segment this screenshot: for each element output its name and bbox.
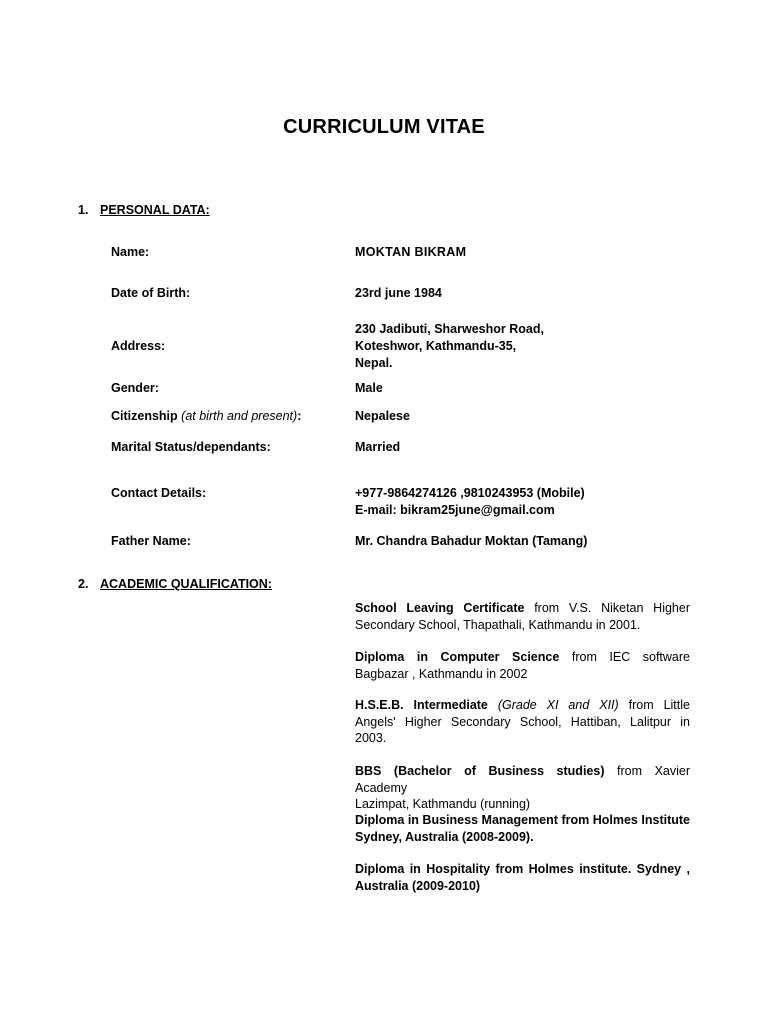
father-label: Father Name: xyxy=(111,534,191,548)
qualification-slc xyxy=(355,600,690,633)
qualification-detail: from V.S. Niketan Higher xyxy=(534,601,690,615)
citizenship-label-note: (at birth and present) xyxy=(181,409,298,423)
citizenship-label xyxy=(111,409,301,423)
qualification-grade-note: (Grade XI and XII) xyxy=(497,698,619,712)
contact-label: Contact Details: xyxy=(111,486,207,500)
qualification-title: Diploma in Computer Science xyxy=(355,650,560,664)
qualification-detail: Secondary School, Thapathali, Kathmandu in 2001. xyxy=(355,617,641,632)
marital-value: Married xyxy=(355,440,401,454)
section-1-number: 1. xyxy=(78,203,89,217)
qualification-detail: Lazimpat, Kathmandu (running) xyxy=(355,797,531,811)
qualification-title: Diploma in Business Management from Holmes Institute xyxy=(355,813,690,827)
section-2-number: 2. xyxy=(78,577,89,591)
address-line: 230 Jadibuti, Sharweshor Road, xyxy=(355,322,544,336)
section-1-heading: PERSONAL DATA: xyxy=(100,203,210,217)
qualification-hseb xyxy=(355,697,690,747)
qualification-bbs xyxy=(355,763,690,813)
qualification-detail: 2003. xyxy=(355,731,387,745)
qualification-diploma-hospitality xyxy=(355,861,690,894)
citizenship-value: Nepalese xyxy=(355,409,410,423)
qualification-title: School Leaving Certificate xyxy=(355,601,525,615)
qualification-detail: from IEC software xyxy=(571,650,691,664)
qualification-detail: Bagbazar , Kathmandu in 2002 xyxy=(355,666,528,681)
name-value: MOKTAN BIKRAM xyxy=(355,245,467,259)
gender-label: Gender: xyxy=(111,381,159,395)
qualification-title: Diploma in Hospitality from Holmes institute. Sydney , xyxy=(355,862,690,876)
qualification-title: Australia (2009-2010) xyxy=(355,878,481,893)
qualification-title: BBS (Bachelor of Business studies) xyxy=(355,764,605,778)
contact-phone: +977-9864274126 ,9810243953 (Mobile) xyxy=(355,486,585,500)
marital-label: Marital Status/dependants: xyxy=(111,440,271,454)
page-title: CURRICULUM VITAE xyxy=(283,116,485,138)
dob-value: 23rd june 1984 xyxy=(355,286,442,300)
qualification-detail: from Xavier Academy xyxy=(355,764,690,795)
qualification-detail: Angels' Higher Secondary School, Hattiban, Lalitpur in xyxy=(355,714,690,729)
address-label: Address: xyxy=(111,339,166,353)
gender-value: Male xyxy=(355,381,383,395)
qualification-detail: from Little xyxy=(628,698,690,712)
citizenship-label-suffix: : xyxy=(297,409,302,423)
address-line: Nepal. xyxy=(355,356,393,370)
address-value xyxy=(355,321,544,372)
qualification-title: H.S.E.B. Intermediate xyxy=(355,698,488,712)
contact-value xyxy=(355,485,585,519)
section-2-heading: ACADEMIC QUALIFICATION: xyxy=(100,577,272,591)
qualification-diploma-bm xyxy=(355,812,690,845)
name-label: Name: xyxy=(111,245,150,259)
contact-email: E-mail: bikram25june@gmail.com xyxy=(355,503,555,517)
qualification-title: Sydney, Australia (2008-2009). xyxy=(355,829,534,844)
father-value: Mr. Chandra Bahadur Moktan (Tamang) xyxy=(355,534,588,548)
dob-label: Date of Birth: xyxy=(111,286,191,300)
qualification-diploma-cs xyxy=(355,649,690,682)
address-line: Koteshwor, Kathmandu-35, xyxy=(355,339,517,353)
citizenship-label-text: Citizenship xyxy=(111,409,178,423)
